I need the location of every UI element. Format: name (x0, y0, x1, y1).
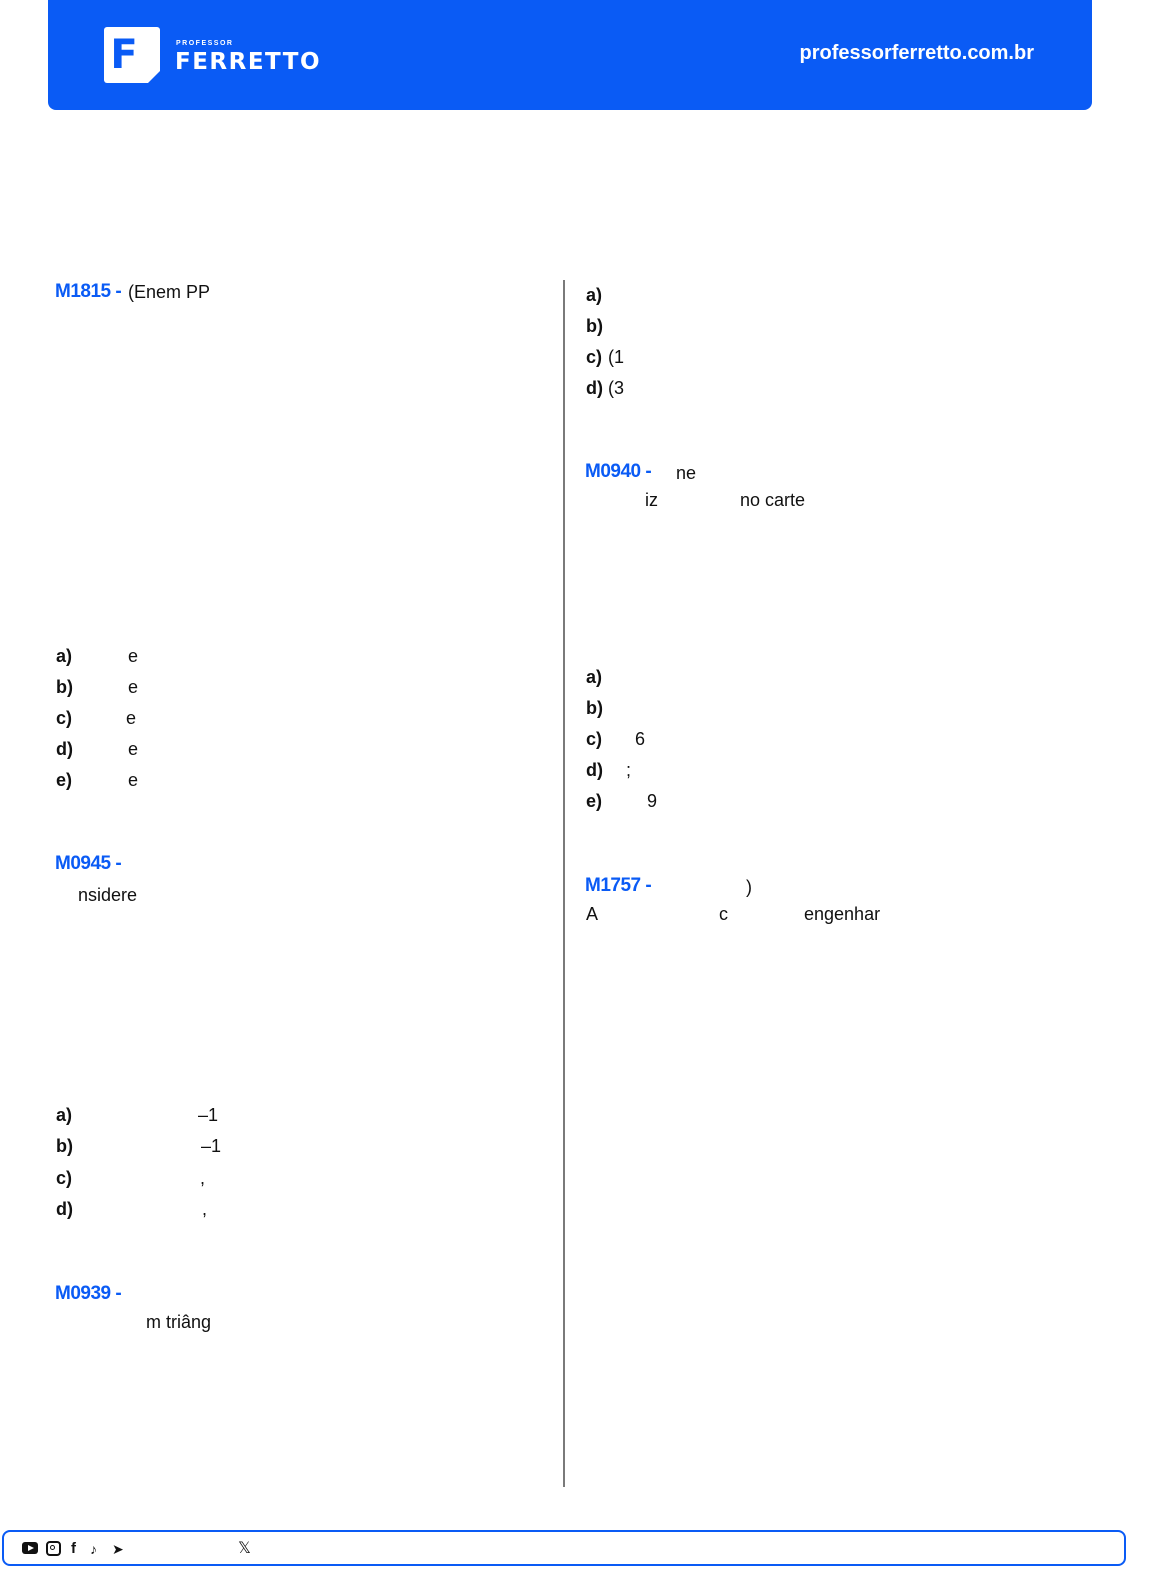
option-text: –1 (198, 1105, 219, 1125)
question-text: A (586, 904, 599, 924)
option-label: b) (56, 677, 73, 697)
option-label: e) (586, 791, 603, 811)
question-intro: (Enem PP (128, 282, 211, 302)
option-text: e (128, 646, 139, 666)
option-text: –1 (201, 1136, 222, 1156)
logo-subtitle: PROFESSOR (176, 40, 234, 47)
option-label: a) (586, 285, 603, 305)
option-label: a) (56, 646, 73, 666)
option-label: d) (586, 760, 603, 780)
question-id: M0939 - (55, 1283, 122, 1304)
option-label: b) (56, 1136, 73, 1156)
option-text: e (126, 708, 137, 728)
option-label: d) (586, 378, 603, 398)
option-label: a) (56, 1105, 73, 1125)
telegram-icon[interactable]: ➤ (112, 1541, 124, 1557)
question-id: M1757 - (585, 875, 652, 896)
option-text: , (200, 1168, 206, 1188)
facebook-icon[interactable]: f (71, 1540, 76, 1557)
x-icon[interactable]: 𝕏 (238, 1540, 251, 1557)
option-label: c) (586, 729, 603, 749)
question-id: M1815 - (55, 281, 122, 302)
option-text: (1 (608, 347, 625, 367)
logo-icon (104, 27, 160, 83)
option-text: 9 (647, 791, 658, 811)
option-label: d) (56, 739, 73, 759)
option-label: d) (56, 1199, 73, 1219)
question-text: no carte (740, 490, 806, 510)
logo-title: FERRETTO (175, 49, 322, 75)
option-label: c) (586, 347, 603, 367)
option-text: e (128, 770, 139, 790)
option-text: e (128, 677, 139, 697)
option-label: b) (586, 698, 603, 718)
option-text: ; (626, 760, 632, 780)
column-divider (563, 280, 565, 1487)
instagram-icon[interactable] (46, 1541, 61, 1556)
option-text: e (128, 739, 139, 759)
option-text: , (202, 1199, 208, 1219)
youtube-icon[interactable] (22, 1542, 38, 1554)
option-label: c) (56, 708, 73, 728)
question-text: iz (645, 490, 658, 510)
question-text: ) (746, 877, 752, 897)
option-label: e) (56, 770, 73, 790)
option-text: 6 (635, 729, 646, 749)
option-label: c) (56, 1168, 73, 1188)
question-intro: m triâng (146, 1312, 212, 1332)
question-id: M0945 - (55, 853, 122, 874)
question-text: ne (676, 463, 697, 483)
question-text: engenhar (804, 904, 881, 924)
question-id: M0940 - (585, 461, 652, 482)
site-link[interactable]: professorferretto.com.br (799, 42, 1034, 64)
question-text: c (719, 904, 728, 924)
option-label: a) (586, 667, 603, 687)
question-intro: nsidere (78, 885, 138, 905)
logo-letter: F (110, 32, 138, 78)
option-label: b) (586, 316, 603, 336)
tiktok-icon[interactable]: ♪ (90, 1541, 97, 1557)
option-text: (3 (608, 378, 625, 398)
page-footer (2, 1530, 1126, 1566)
